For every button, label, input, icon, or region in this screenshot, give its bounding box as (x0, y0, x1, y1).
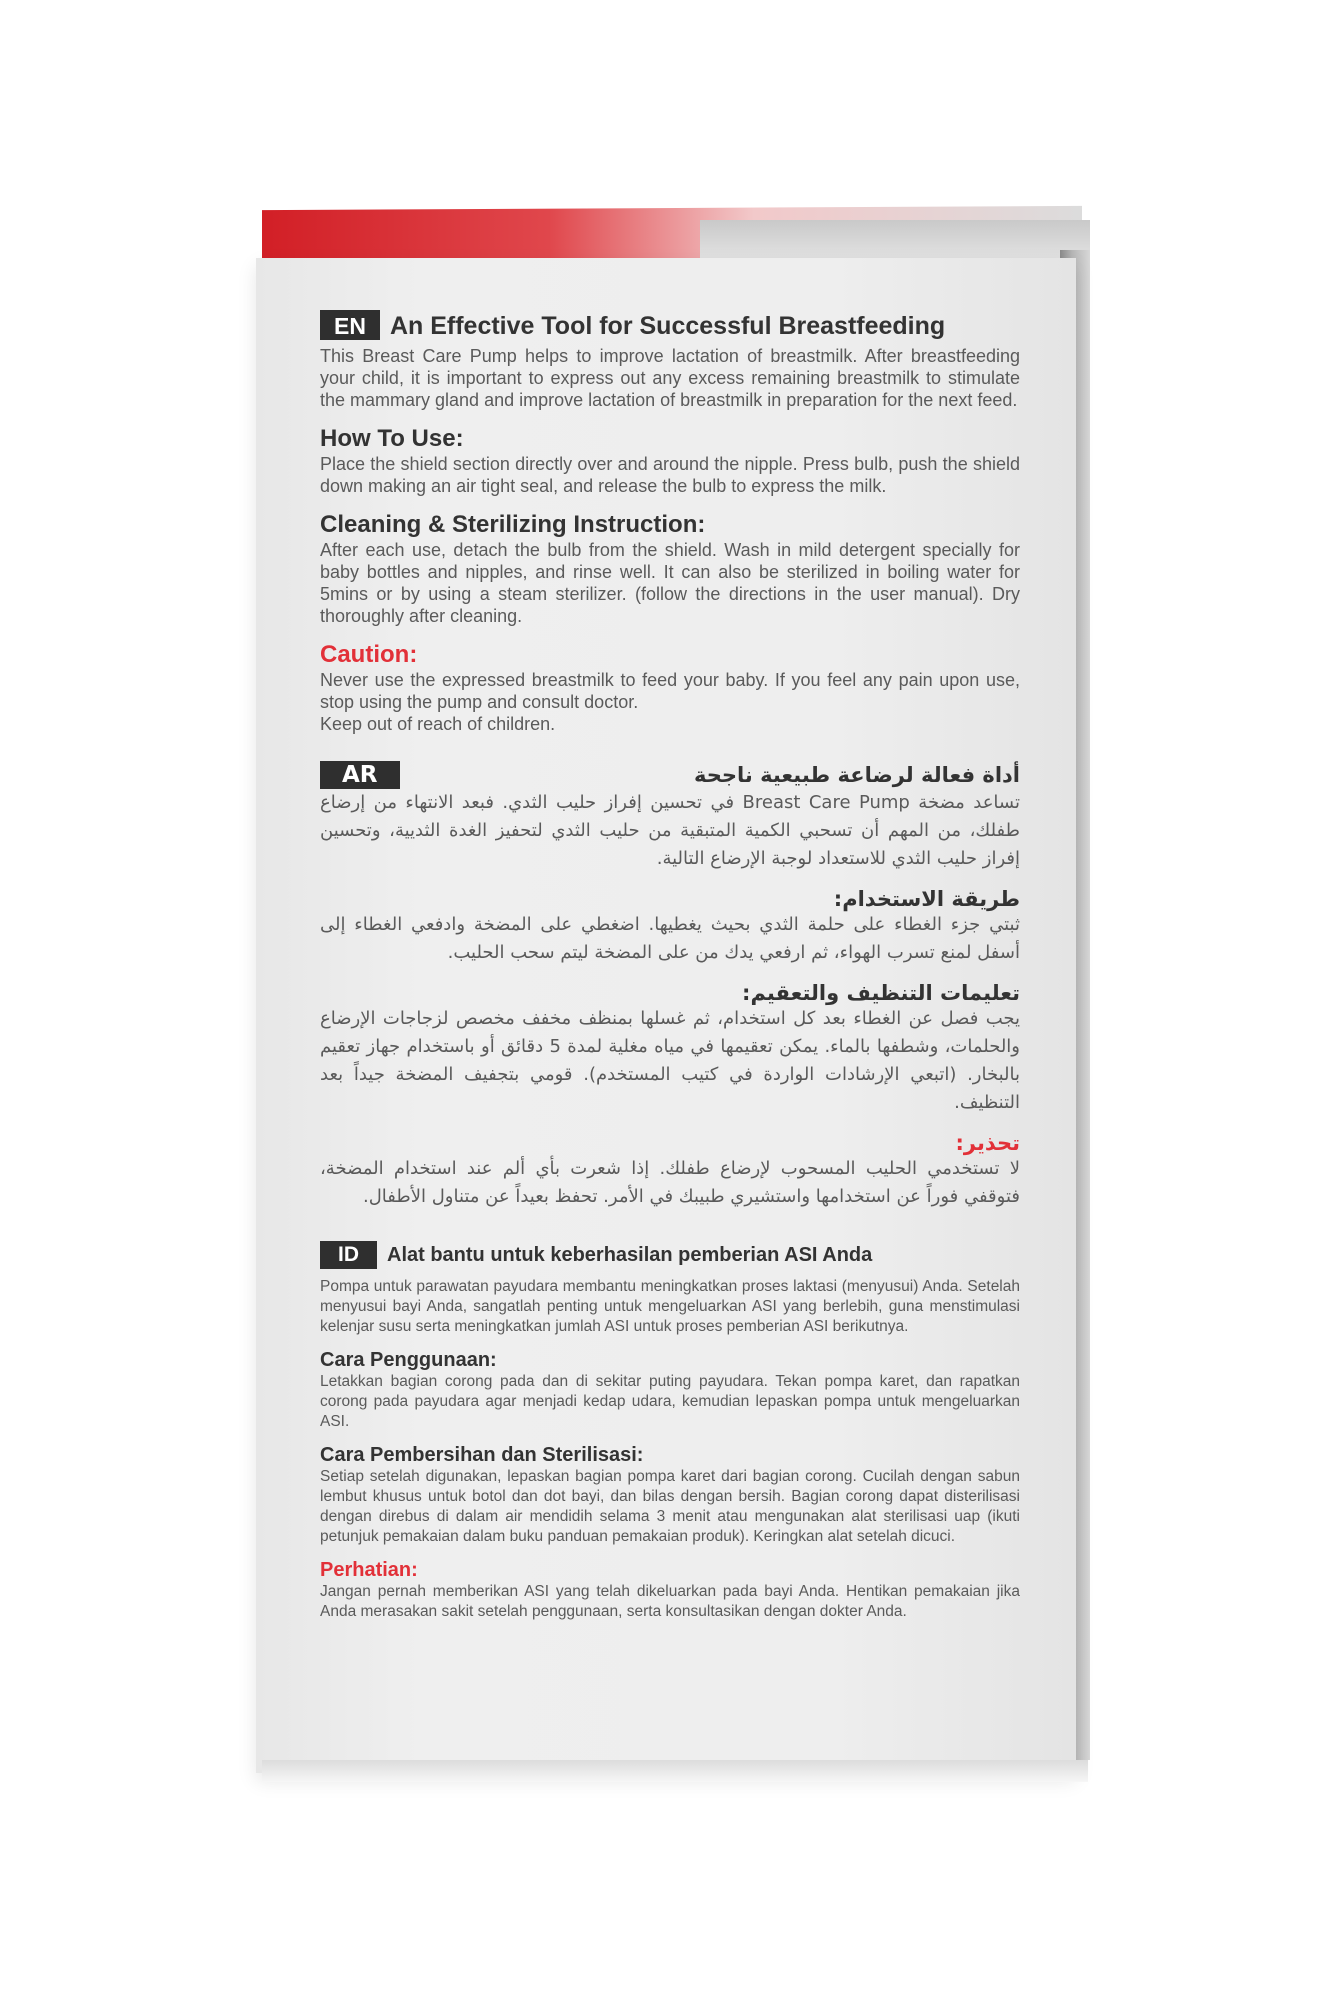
en-caution-text: Never use the expressed breastmilk to feed your baby. If you feel any pain upon use, stop using the pump and consult doctor. (320, 670, 1020, 712)
en-caution-title: Caution: (320, 641, 418, 668)
en-caution-text-2: Keep out of reach of children. (320, 714, 556, 734)
ar-intro: تساعد مضخة Breast Care Pump في تحسين إفراز حليب الثدي. فبعد الانتهاء من إرضاع طفلك، من المهم أن تسحبي الكمية المتبقية من حليب الثدي لتحفيز الغدة الثديية، وتحسين إفراز حليب الثدي للاستعداد لوجبة الإرضاع التالية. (320, 792, 1020, 869)
id-clean-text: Setiap setelah digunakan, lepaskan bagian pompa karet dari bagian corong. Cucilah dengan sabun lembut khusus untuk botol dan dot bayi, dan bilas dengan bersih. Bagian corong dapat disterilisasi dengan direbus di dalam air mendidih selama 3 menit atau mengunakan alat sterilisasi uap (ikuti petunjuk pemakaian dalam buku panduan pemakaian produk). Keringkan alat setelah dicuci. (320, 1468, 1020, 1545)
id-clean-title: Cara Pembersihan dan Sterilisasi: (320, 1444, 644, 1466)
box-bottom-edge (262, 1760, 1088, 1782)
lang-tag-en: EN (320, 310, 380, 340)
ar-caution-title: تحذير: (955, 1131, 1020, 1155)
section-en (320, 310, 1020, 735)
lang-tag-id: ID (320, 1241, 377, 1269)
en-clean-title: Cleaning & Sterilizing Instruction: (320, 511, 706, 538)
lang-tag-ar: AR (320, 761, 400, 789)
ar-clean-title: تعليمات التنظيف والتعقيم: (742, 981, 1020, 1005)
package-text (320, 300, 1020, 1622)
id-howto-text: Letakkan bagian corong pada dan di sekitar puting payudara. Tekan pompa karet, dan rapatkan corong pada payudara agar menjadi kedap udara, kemudian lepaskan pompa untuk mengeluarkan ASI. (320, 1373, 1020, 1430)
section-id (320, 1241, 1020, 1622)
id-caution-text: Jangan pernah memberikan ASI yang telah dikeluarkan pada bayi Anda. Hentikan pemakaian jika Anda merasakan sakit setelah penggunaan, serta konsultasikan dengan dokter Anda. (320, 1583, 1020, 1620)
id-howto-title: Cara Penggunaan: (320, 1349, 497, 1371)
ar-header (320, 761, 1020, 789)
id-header (320, 1241, 1020, 1269)
ar-clean-text: يجب فصل عن الغطاء بعد كل استخدام، ثم غسلها بمنظف مخفف مخصص لزجاجات الإرضاع والحلمات، وشطفها بالماء. يمكن تعقيمها في مياه مغلية لمدة 5 دقائق أو باستخدام جهاز تعقيم بالبخار. (اتبعي الإرشادات الواردة في كتيب المستخدم). قومي بتجفيف المضخة جيداً بعد التنظيف. (320, 1008, 1020, 1113)
id-title: Alat bantu untuk keberhasilan pemberian ASI Anda (387, 1244, 873, 1266)
id-intro: Pompa untuk parawatan payudara membantu meningkatkan proses laktasi (menyusui) Anda. Setelah menyusui bayi Anda, sangatlah penting untuk mengeluarkan ASI yang berlebih, guna menstimulasi kelenjar susu serta meningkatkan jumlah ASI untuk proses pemberian ASI berikutnya. (320, 1278, 1020, 1335)
ar-title: أداة فعالة لرضاعة طبيعية ناجحة (694, 763, 1020, 787)
en-intro: This Breast Care Pump helps to improve lactation of breastmilk. After breastfeeding your child, it is important to express out any excess remaining breastmilk to stimulate the mammary gland and improve lactation of breastmilk in preparation for the next feed. (320, 346, 1020, 410)
en-howto-text: Place the shield section directly over and around the nipple. Press bulb, push the shield down making an air tight seal, and release the bulb to express the milk. (320, 454, 1020, 496)
ar-caution-text: لا تستخدمي الحليب المسحوب لإرضاع طفلك. إذا شعرت بأي ألم عند استخدام المضخة، فتوقفي فوراً عن استخدامها واستشيري طبيبك في الأمر. تحفظ بعيداً عن متناول الأطفال. (320, 1158, 1020, 1207)
id-caution-title: Perhatian: (320, 1559, 418, 1581)
ar-howto-text: ثبتي جزء الغطاء على حلمة الثدي بحيث يغطيها. اضغطي على المضخة وادفعي الغطاء إلى أسفل لمنع تسرب الهواء، ثم ارفعي يدك من على المضخة ليتم سحب الحليب. (320, 914, 1020, 963)
ar-howto-title: طريقة الاستخدام: (833, 887, 1020, 911)
section-ar (320, 761, 1020, 1211)
en-header (320, 310, 1020, 341)
en-title: An Effective Tool for Successful Breastfeeding (389, 312, 946, 340)
en-clean-text: After each use, detach the bulb from the shield. Wash in mild detergent specially for baby bottles and nipples, and rinse well. It can also be sterilized in boiling water for 5mins or by using a steam sterilizer. (follow the directions in the user manual). Dry thoroughly after cleaning. (320, 540, 1020, 626)
en-howto-title: How To Use: (320, 425, 464, 452)
